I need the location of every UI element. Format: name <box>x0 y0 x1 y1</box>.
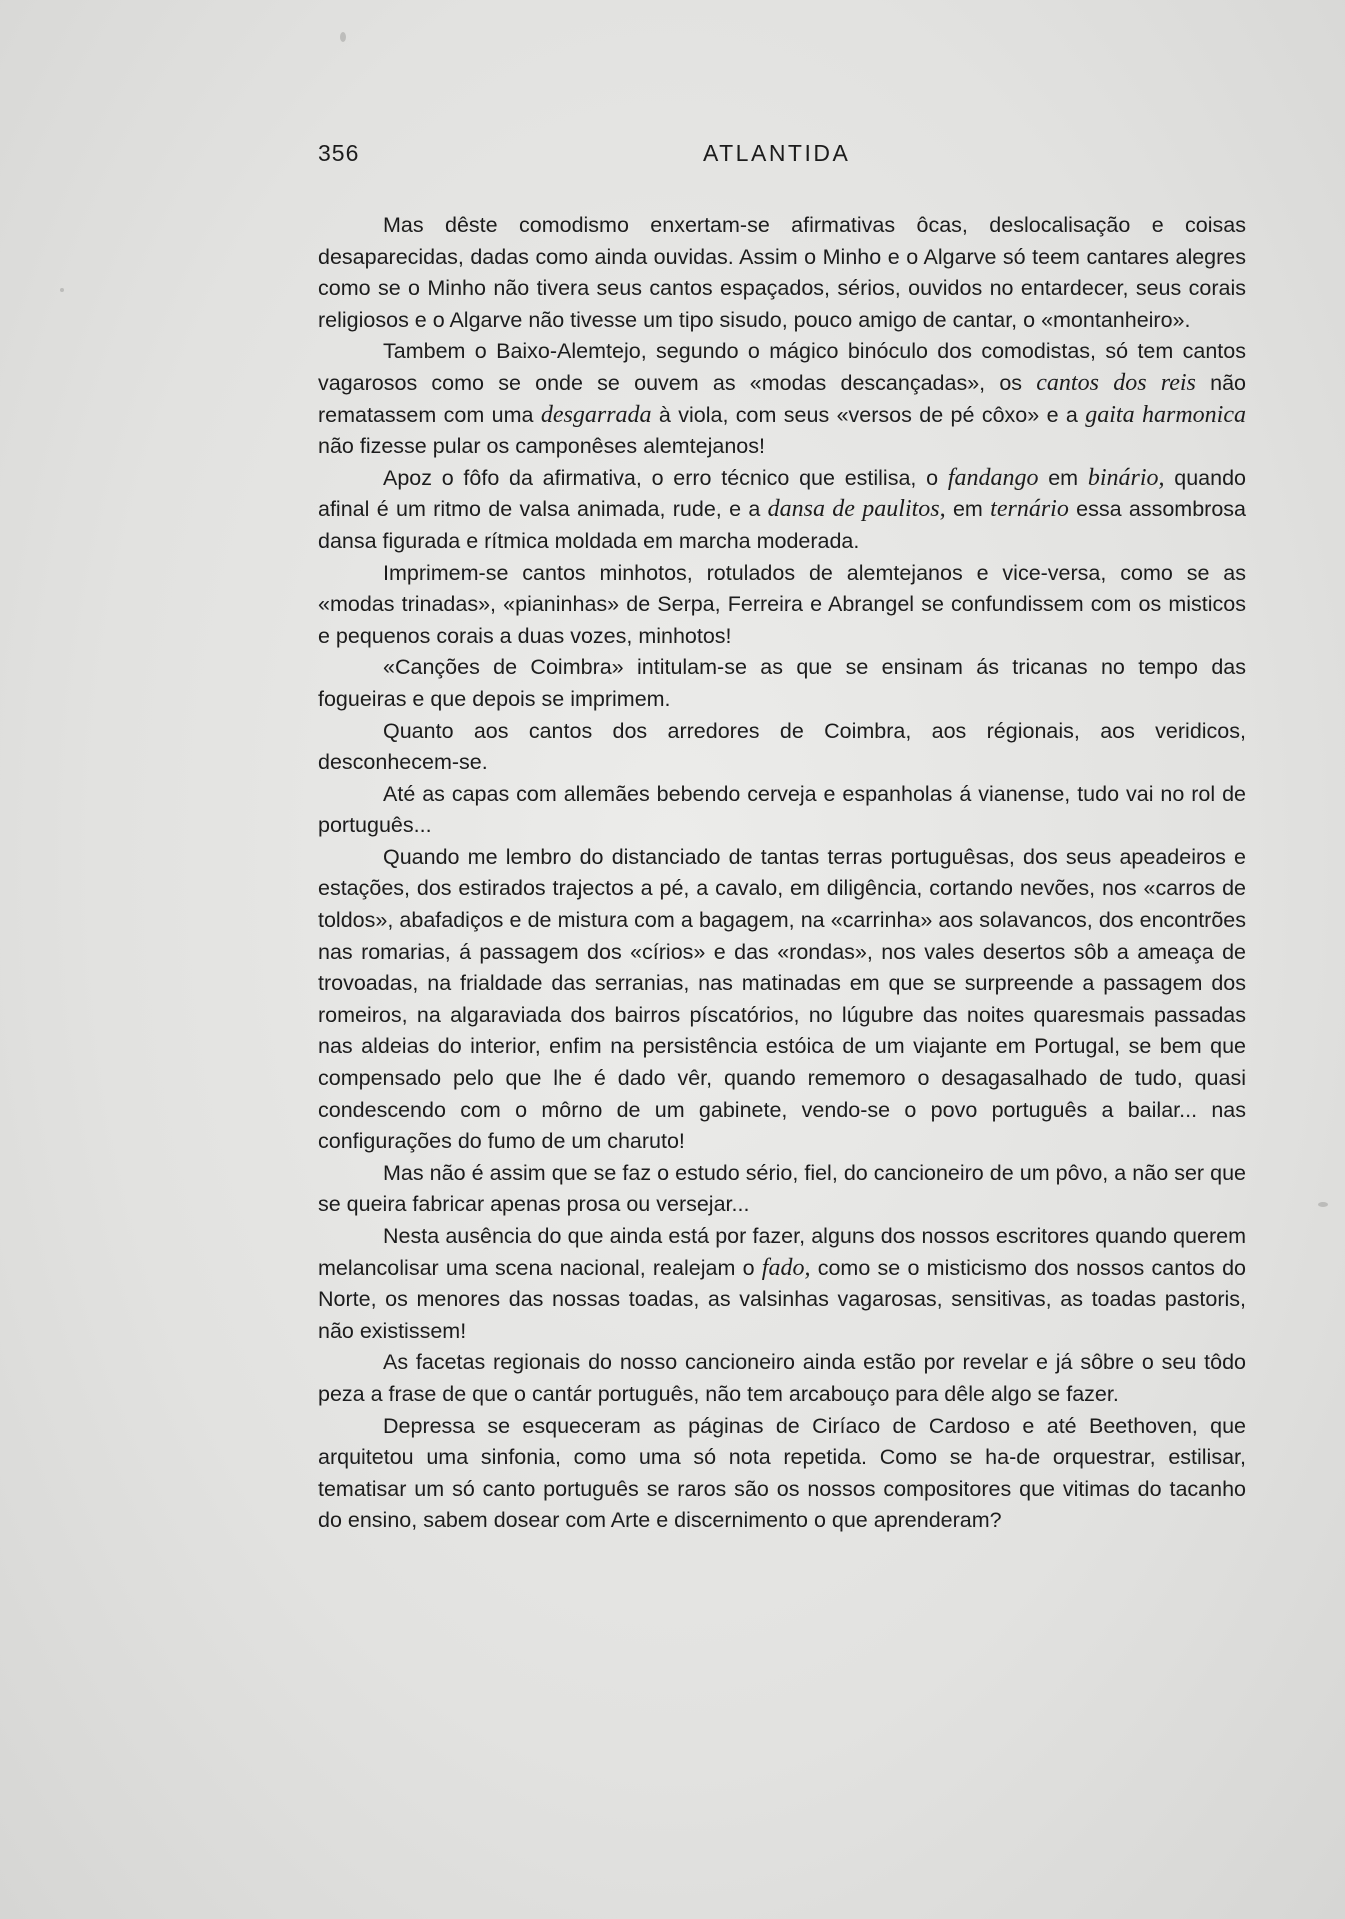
page-number: 356 <box>318 140 360 166</box>
paragraph-text: Mas não é assim que se faz o estudo sério, fiel, do cancioneiro de um pôvo, a não ser que se queira fabricar apenas prosa ou versejar... <box>318 1160 1246 1217</box>
paragraph <box>318 1347 1246 1410</box>
paragraph-text: Quanto aos cantos dos arredores de Coimbra, aos régionais, aos veridicos, desconhecem-se. <box>318 718 1246 775</box>
paragraph <box>318 716 1246 779</box>
italic-term: desgarrada <box>540 401 652 428</box>
paragraph <box>318 210 1246 336</box>
paragraph <box>318 463 1246 558</box>
paragraph-text: «Canções de Coimbra» intitulam-se as que se ensinam ás tricanas no tempo das fogueiras e que depois se imprimem. <box>318 655 1246 711</box>
paragraph-text: em <box>945 497 991 522</box>
paragraph <box>318 779 1246 842</box>
running-title: ATLANTIDA <box>703 140 851 166</box>
italic-term: dansa de paulitos, <box>767 496 946 523</box>
paragraph-text: Apoz o fôfo da afirmativa, o erro técnico que estilisa, o <box>383 465 948 490</box>
paragraph-text: em <box>1038 465 1088 490</box>
paragraph <box>318 842 1246 1158</box>
paragraph-text: Até as capas com allemães bebendo cerveja e espanholas á vianense, tudo vai no rol de português... <box>318 781 1246 838</box>
paragraph <box>318 1221 1246 1347</box>
paragraph-text: Imprimem-se cantos minhotos, rotulados de alemtejanos e vice-versa, como se as «modas trinadas», «pianinhas» de Serpa, Ferreira e Abrangel se confundissem com os misticos e pequenos corais a duas vozes, minhotos! <box>318 560 1246 648</box>
body-text <box>318 210 1246 1537</box>
page-header <box>318 140 1248 176</box>
paragraph-text: à viola, com seus «versos de pé côxo» e a <box>651 402 1086 427</box>
paragraph-text: Nesta ausência do que ainda está por fazer, alguns dos nossos escritores quando querem melancolisar uma scena nacional, realejam o <box>318 1224 1246 1280</box>
paragraph-text: não rematassem com uma <box>318 370 1246 427</box>
paragraph-text: quando afinal é um ritmo de valsa animada, rude, e a <box>318 465 1246 522</box>
scan-speck <box>340 32 346 42</box>
paragraph-text: Quando me lembro do distanciado de tantas terras portuguêsas, dos seus apeadeiros e estações, dos estirados trajectos a pé, a cavalo, em diligência, cortando nevões, nos «carros de toldos», abafadiços e de mistura com a bagagem, na «carrinha» aos solavancos, dos encontrões nas romarias, á passagem dos «círios» e das «rondas», nos vales desertos sôb a ameaça de trovoadas, na frialdade das serranias, nas matinadas em que se surpreende a passagem dos romeiros, na algaraviada dos bairros píscatórios, no lúgubre das noites quaresmais passadas nas aldeias do interior, enfim na persistência estóica de um viajante em Portugal, se bem que compensado pelo que lhe é dado vêr, quando rememoro o desagasalhado de tudo, quasi condescendo com o môrno de um gabinete, vendo-se o povo português a bailar... nas configurações do fumo de um charuto! <box>318 844 1246 1154</box>
italic-term: fandango <box>947 464 1039 491</box>
paragraph <box>318 558 1246 653</box>
italic-term: cantos dos reis <box>1036 369 1196 396</box>
italic-term: gaita harmonica <box>1085 401 1246 428</box>
paragraph-text: como se o misticismo dos nossos cantos do Norte, os menores das nossas toadas, as valsinhas vagarosas, sensitivas, as toadas pastoris, não existissem! <box>318 1255 1246 1343</box>
scan-speck <box>60 288 64 292</box>
paragraph-text: essa assombrosa dansa figurada e rítmica moldada em marcha moderada. <box>318 497 1246 553</box>
paragraph <box>318 1411 1246 1537</box>
paragraph-text: não fizesse pular os camponêses alemtejanos! <box>318 434 765 459</box>
paragraph <box>318 1158 1246 1221</box>
paragraph <box>318 652 1246 715</box>
italic-term: ternário <box>990 496 1069 523</box>
italic-term: fado, <box>761 1254 811 1281</box>
paragraph <box>318 336 1246 462</box>
paragraph-text: Mas dêste comodismo enxertam-se afirmativas ôcas, deslocalisação e coisas desaparecidas, dadas como ainda ouvidas. Assim o Minho e o Algarve só teem cantares alegres como se o Minho não tivera seus cantos espaçados, sérios, ouvidos no entardecer, seus corais religiosos e o Algarve não tivesse um tipo sisudo, pouco amigo de cantar, o «montanheiro». <box>318 213 1246 332</box>
paragraph-text: Depressa se esqueceram as páginas de Ciríaco de Cardoso e até Beethoven, que arquitetou uma sinfonia, como uma só nota repetida. Como se ha-de orquestrar, estilisar, tematisar um só canto português se raros são os nossos compositores que vitimas do tacanho do ensino, sabem dosear com Arte e discernimento o que aprenderam? <box>318 1413 1246 1533</box>
paragraph-text: As facetas regionais do nosso cancioneiro ainda estão por revelar e já sôbre o seu tôdo peza a frase de que o cantár português, não tem arcabouço para dêle algo se fazer. <box>318 1350 1246 1406</box>
italic-term: binário, <box>1087 464 1165 491</box>
scan-speck <box>1318 1202 1328 1207</box>
paragraph-text: Tambem o Baixo-Alemtejo, segundo o mágico binóculo dos comodistas, só tem cantos vagarosos como se onde se ouvem as «modas descançadas», os <box>318 339 1246 395</box>
